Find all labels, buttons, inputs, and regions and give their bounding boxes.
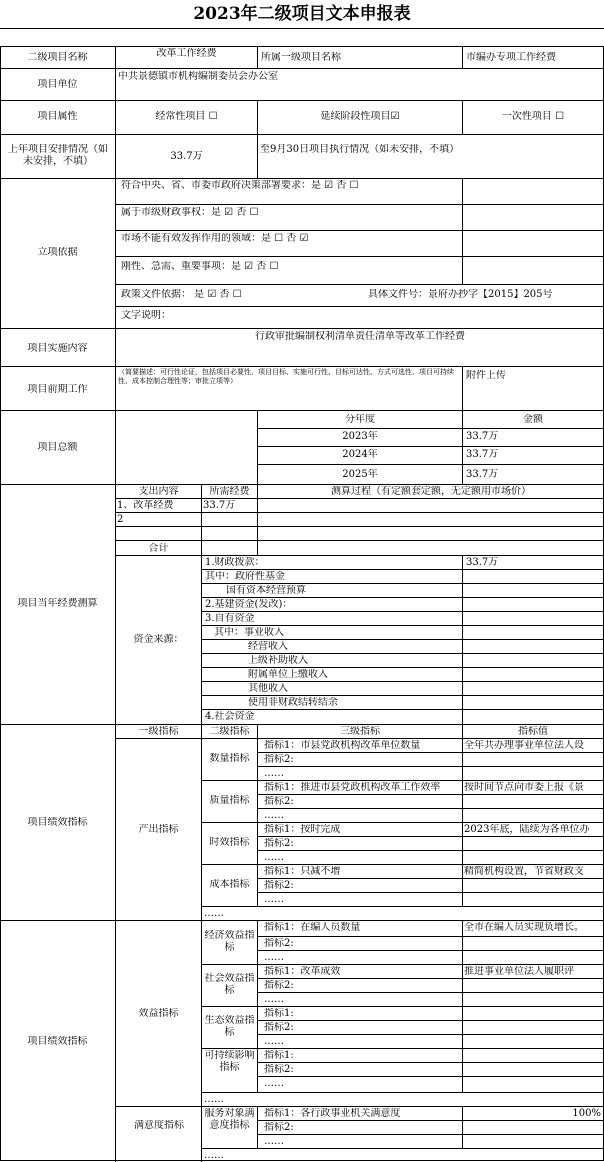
timeliness-indicator-label: 时效指标 — [209, 837, 250, 848]
timeliness-indicator-more: …… — [264, 852, 284, 863]
performance-label-output: 项目绩效指标 — [27, 817, 88, 828]
quality-indicator-label: 质量指标 — [209, 795, 250, 806]
prework-label: 项目前期工作 — [27, 384, 88, 395]
last-year-label: 上年项目安排情况（如未安排，不填） — [8, 144, 108, 167]
budget-item-1: 1、改革经费 — [117, 500, 174, 511]
social-indicator-1: 指标1：改革成效 — [264, 966, 341, 977]
prework-value: 附件上传 — [466, 370, 506, 381]
ecological-indicator-1: 指标1: — [264, 1008, 294, 1019]
output-indicator-label: 产出指标 — [138, 824, 179, 835]
attribute-regular: 经常性项目 ☐ — [155, 111, 218, 122]
basis-q2: 属于市级财政事权：是 ☑ 否 ☐ — [121, 207, 259, 218]
benefit-more: …… — [204, 1094, 224, 1105]
ecological-indicator-label: 生态效益指标 — [204, 1015, 255, 1038]
cost-indicator-1: 指标1：只减不增 — [264, 866, 341, 877]
funding-gov-fund: 其中：政府性基金 — [205, 571, 285, 582]
funding-fiscal-amount: 33.7万 — [466, 557, 499, 568]
attribute-onetime: 一次性项目 ☐ — [501, 111, 565, 122]
output-more: …… — [204, 908, 224, 919]
sustainability-indicator-label: 可持续影响指标 — [204, 1050, 255, 1073]
sustainability-indicator-1: 指标1: — [264, 1050, 294, 1061]
satisfaction-indicator-label: 满意度指标 — [134, 1120, 184, 1131]
cost-indicator-more: …… — [264, 894, 284, 905]
perf-header-level1: 一级指标 — [138, 726, 179, 737]
satisfaction-more: …… — [204, 1150, 224, 1161]
basis-note-label: 文字说明： — [121, 310, 171, 321]
total-year-2024: 2024年 — [342, 449, 378, 460]
budget-label: 项目当年经费测算 — [17, 598, 98, 609]
ecological-indicator-more: …… — [264, 1036, 284, 1047]
sustainability-indicator-2: 指标2: — [264, 1064, 294, 1075]
budget-col-calc: 测算过程（有定额套定额，无定额用市场价） — [331, 486, 531, 497]
total-year-2023: 2023年 — [342, 431, 378, 442]
basis-q5: 政策文件依据： 是 ☑ 否 ☐ — [121, 289, 242, 300]
funding-business-income: 其中：事业收入 — [214, 627, 284, 638]
social-indicator-more: …… — [264, 994, 284, 1005]
basis-q1: 符合中央、省、市委市政府决策部署要求：是 ☑ 否 ☐ — [121, 180, 359, 191]
funding-superior-subsidy: 上级补助收入 — [248, 655, 308, 666]
content-value: 行政审批编制权利清单责任清单等改革工作经费 — [255, 331, 465, 342]
project-name-value: 改革工作经费 — [156, 48, 217, 59]
basis-label: 立项依据 — [37, 247, 78, 258]
quantity-indicator-more: …… — [264, 768, 284, 779]
economic-indicator-1-value: 全市在编人员实现负增长。 — [464, 922, 584, 933]
cost-indicator-2: 指标2: — [264, 880, 294, 891]
funding-carryover: 使用非财政结转结余 — [248, 697, 338, 708]
economic-indicator-label: 经济效益指标 — [204, 930, 255, 953]
timeliness-indicator-1-value: 2023年底，陆续为各单位办 — [464, 824, 590, 835]
quantity-indicator-label: 数量指标 — [209, 753, 250, 764]
budget-item-2: 2 — [117, 514, 124, 525]
quality-indicator-2: 指标2: — [264, 796, 294, 807]
last-year-amount: 33.7万 — [170, 151, 203, 162]
economic-indicator-more: …… — [264, 952, 284, 963]
unit-value: 中共景德镇市机构编制委员会办公室 — [118, 71, 278, 82]
basis-q4: 刚性、急需、重要事项：是 ☑ 否 ☐ — [121, 261, 279, 272]
perf-header-value: 指标值 — [518, 726, 548, 737]
quality-indicator-more: …… — [264, 810, 284, 821]
funding-affiliate-income: 附属单位上缴收入 — [248, 669, 328, 680]
unit-label: 项目单位 — [37, 79, 78, 90]
social-indicator-1-value: 推进事业单位法人履职评 — [464, 966, 574, 977]
total-amount-header: 金额 — [523, 414, 543, 425]
funding-own: 3.自有资金 — [205, 613, 255, 624]
satisfaction-indicator-1: 指标1：各行政事业机关满意度 — [264, 1108, 401, 1119]
budget-item-1-amount: 33.7万 — [203, 500, 236, 511]
satisfaction-indicator-1-value: 100% — [572, 1108, 601, 1119]
total-amount-2023: 33.7万 — [466, 431, 499, 442]
basis-doc-number: 具体文件号：景府办抄字【2015】205号 — [368, 289, 553, 300]
total-amount-2025: 33.7万 — [466, 469, 499, 480]
service-satisfaction-label: 服务对象满意度指标 — [204, 1108, 255, 1131]
funding-source-label: 资金来源： — [133, 634, 184, 645]
budget-col-content: 支出内容 — [138, 486, 179, 497]
total-amount-2024: 33.7万 — [466, 449, 499, 460]
satisfaction-indicator-more: …… — [264, 1136, 284, 1147]
page-title: 2023年二级项目文本申报表 — [193, 4, 411, 24]
parent-project-value: 市编办专项工作经费 — [466, 52, 556, 63]
cost-indicator-1-value: 精简机构设置，节省财政支 — [464, 866, 584, 877]
basis-q3: 市场不能有效发挥作用的领域：是 ☐ 否 ☑ — [121, 233, 309, 244]
timeliness-indicator-1: 指标1：按时完成 — [264, 824, 341, 835]
performance-label-benefit: 项目绩效指标 — [27, 1036, 88, 1047]
budget-col-need: 所需经费 — [209, 486, 250, 497]
total-year-header: 分年度 — [345, 414, 375, 425]
economic-indicator-1: 指标1：在编人员数量 — [264, 922, 361, 933]
perf-header-level2: 二级指标 — [209, 726, 250, 737]
benefit-indicator-label: 效益指标 — [138, 1008, 179, 1019]
ecological-indicator-2: 指标2: — [264, 1022, 294, 1033]
sustainability-indicator-more: …… — [264, 1078, 284, 1089]
prework-description: （简要描述：可行性论证，包括项目必要性、项目目标、实施可行性、目标可达性、方式可选性、项目可持续性、成本控制合理性等；审批立项等） — [118, 368, 454, 385]
quality-indicator-1-value: 按时间节点向市委上报《景 — [464, 782, 584, 793]
timeliness-indicator-2: 指标2: — [264, 838, 294, 849]
perf-header-level3: 三级指标 — [340, 726, 380, 737]
quantity-indicator-1-value: 全年共办理事业单位法人设 — [464, 740, 584, 751]
parent-project-label: 所属一级项目名称 — [261, 52, 341, 63]
total-label: 项目总额 — [37, 442, 78, 453]
funding-state-capital: 国有资本经营预算 — [226, 585, 306, 596]
funding-social: 4.社会资金 — [205, 711, 255, 722]
budget-sum: 合计 — [148, 543, 169, 554]
funding-construction: 2.基建资金(发改)： — [205, 599, 293, 610]
attribute-continuing: 延续阶段性项目☑ — [320, 111, 400, 122]
quantity-indicator-1: 指标1：市县党政机构改革单位数量 — [264, 740, 421, 751]
content-label: 项目实施内容 — [27, 343, 88, 354]
economic-indicator-2: 指标2: — [264, 938, 294, 949]
funding-other-income: 其他收入 — [248, 683, 288, 694]
total-year-2025: 2025年 — [342, 469, 378, 480]
social-indicator-2: 指标2: — [264, 980, 294, 991]
quality-indicator-1: 指标1：推进市县党政机构改革工作效率 — [264, 782, 441, 793]
attribute-label: 项目属性 — [37, 111, 78, 122]
funding-fiscal: 1.财政拨款： — [205, 557, 265, 568]
social-indicator-label: 社会效益指标 — [204, 973, 255, 996]
funding-operating-income: 经营收入 — [248, 641, 288, 652]
execution-label: 至9月30日项目执行情况（如未安排，不填） — [260, 144, 460, 155]
quantity-indicator-2: 指标2: — [264, 754, 294, 765]
cost-indicator-label: 成本指标 — [209, 879, 250, 890]
satisfaction-indicator-2: 指标2: — [264, 1122, 294, 1133]
project-name-label: 二级项目名称 — [27, 52, 88, 63]
